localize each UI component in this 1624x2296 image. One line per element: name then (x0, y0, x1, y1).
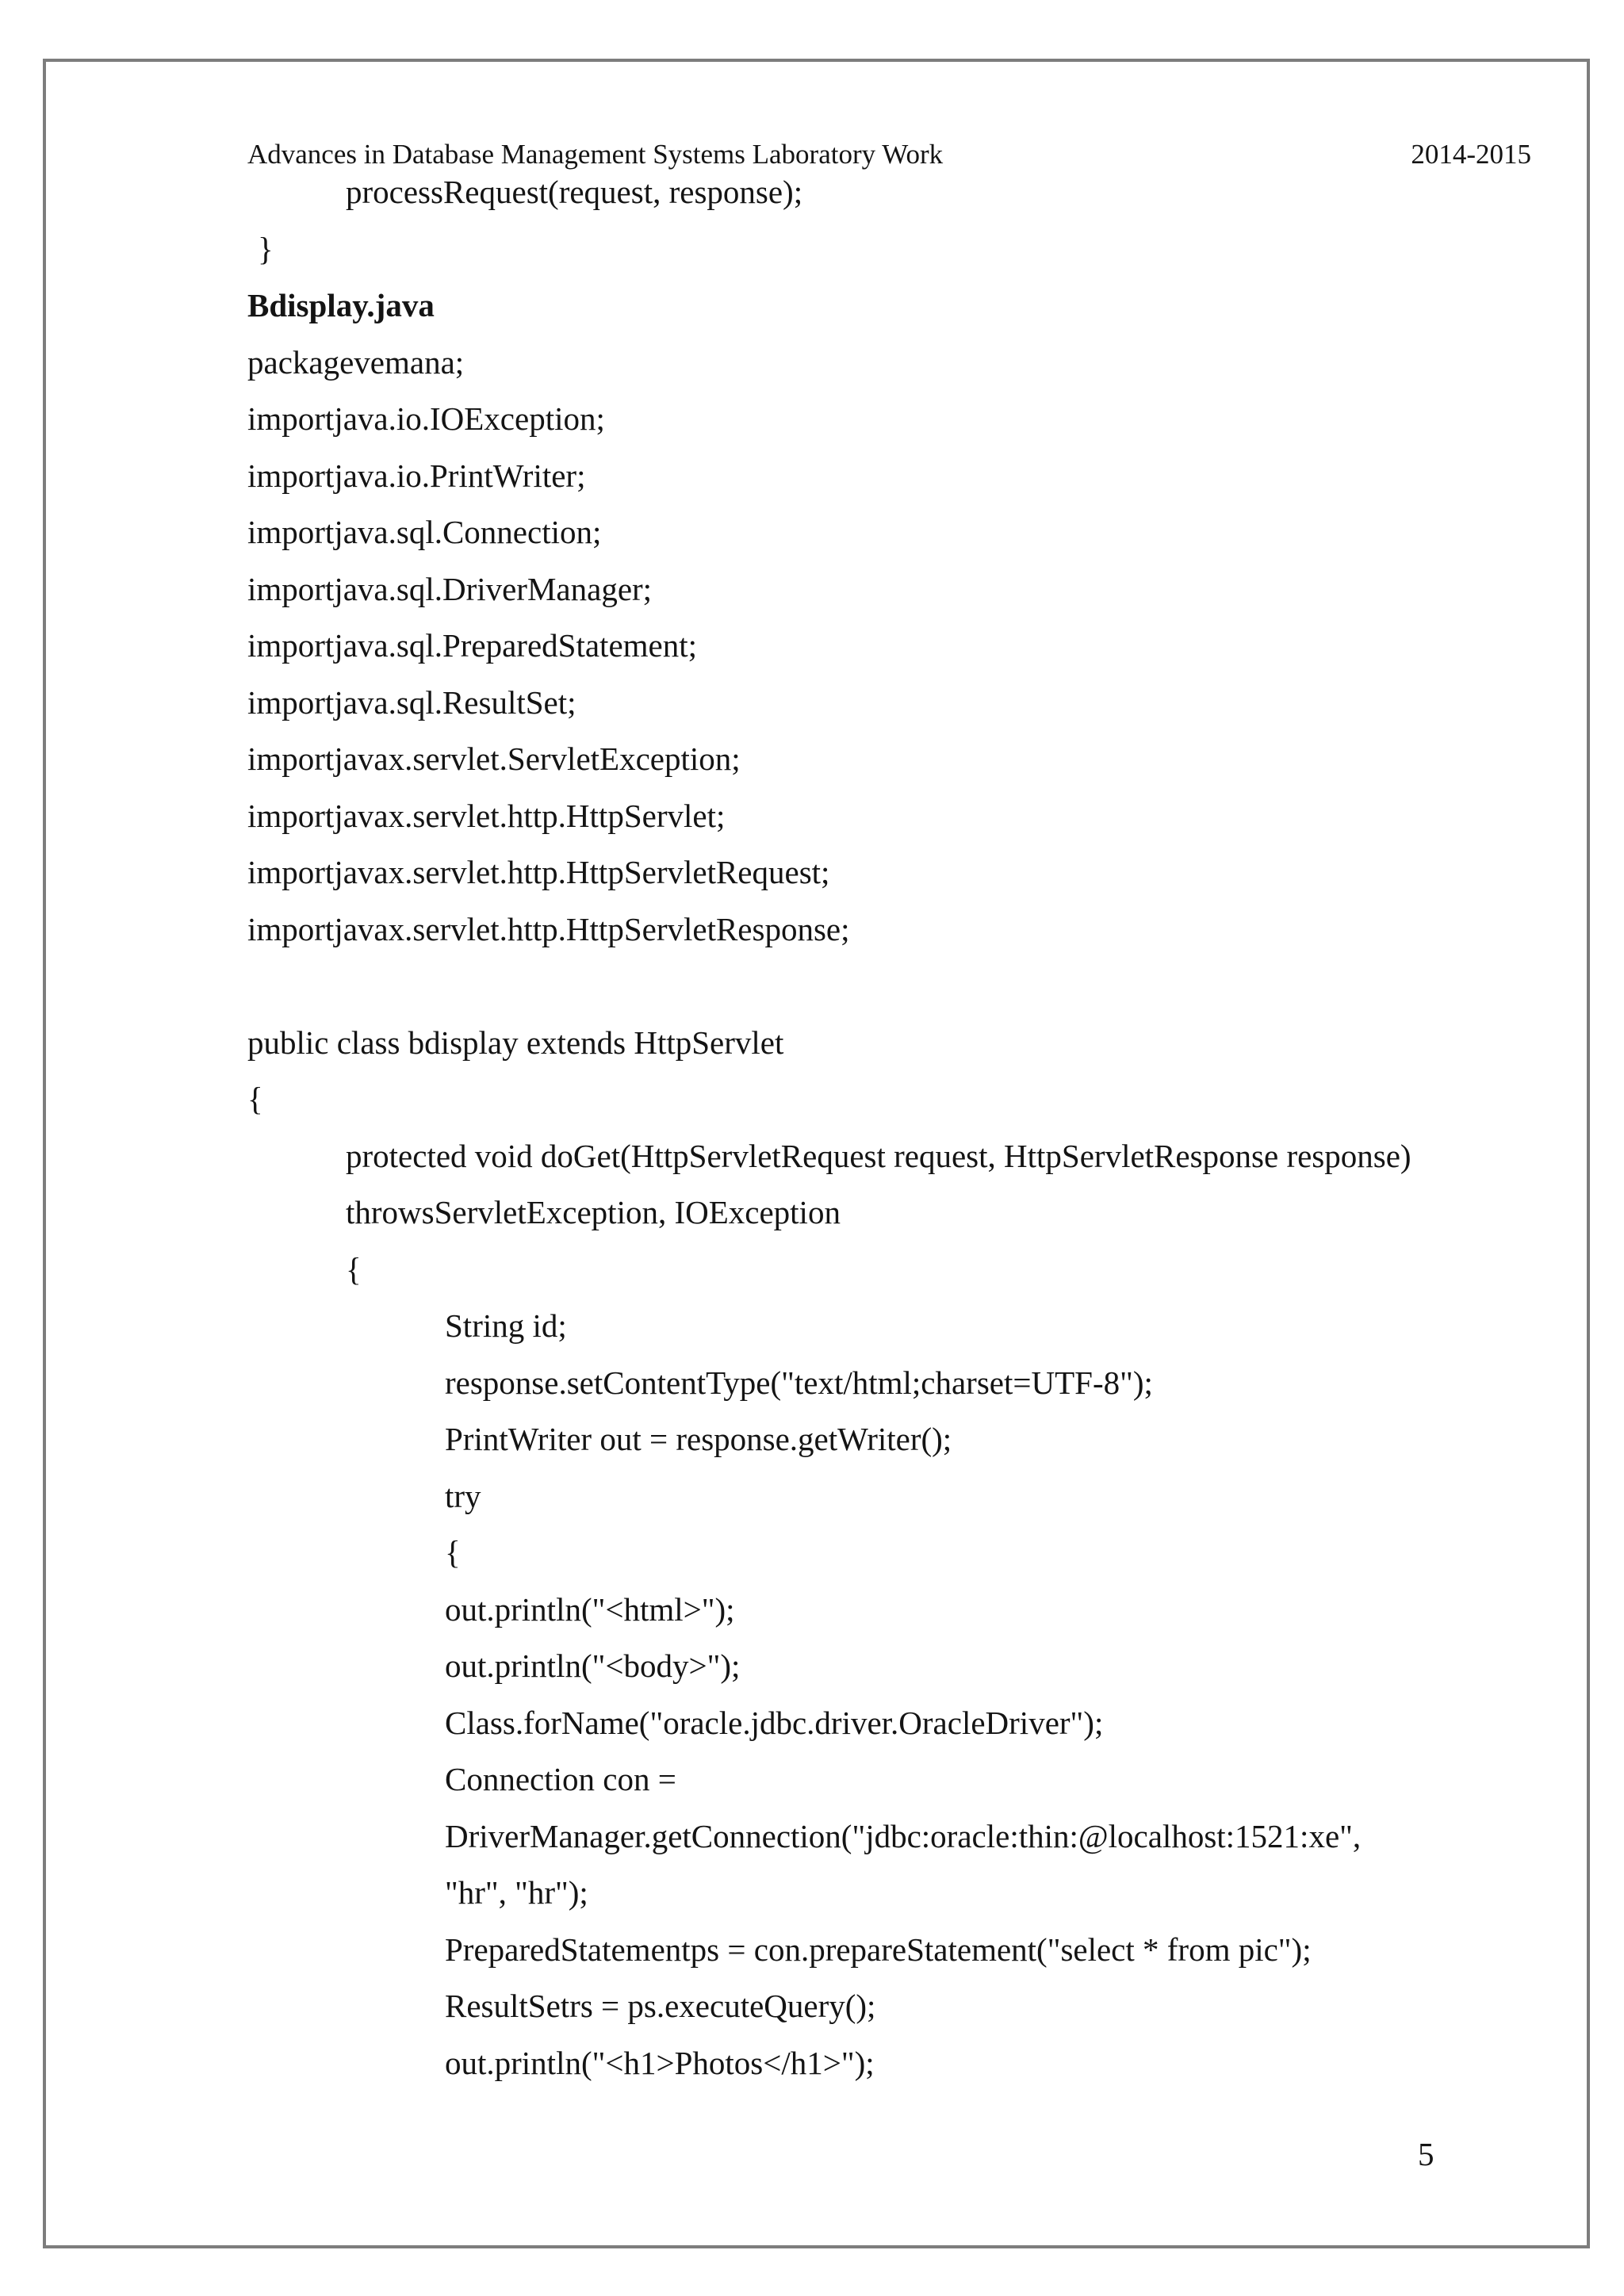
code-line: response.setContentType("text/html;charset=UTF-8"); (445, 1364, 1153, 1401)
code-line: importjava.io.IOException; (247, 400, 605, 437)
code-line: ResultSetrs = ps.executeQuery(); (445, 1988, 876, 2024)
code-line: public class bdisplay extends HttpServlet (247, 1024, 784, 1061)
code-line: packagevemana; (247, 343, 465, 381)
code-line: importjava.sql.Connection; (247, 514, 602, 550)
blank-line (0, 958, 1624, 1015)
code-line: importjava.sql.DriverManager; (247, 570, 653, 607)
code-line: out.println("<body>"); (445, 1647, 741, 1684)
code-line: { (445, 1534, 461, 1571)
code-line: PreparedStatementps = con.prepareStatement("select * from pic"); (445, 1931, 1312, 1968)
code-line: } (258, 230, 274, 267)
code-line: Connection con = (445, 1761, 676, 1797)
code-line: Class.forName("oracle.jdbc.driver.OracleDriver"); (445, 1704, 1104, 1741)
code-line: processRequest(request, response); (346, 174, 803, 210)
code-line: "hr", "hr"); (445, 1874, 588, 1911)
running-header-title: Advances in Database Management Systems Laboratory Work (247, 139, 944, 170)
code-line: protected void doGet(HttpServletRequest request, HttpServletResponse response) (346, 1137, 1411, 1174)
code-line: String id; (445, 1307, 567, 1344)
code-line: throwsServletException, IOException (346, 1194, 841, 1230)
code-line: importjava.io.PrintWriter; (247, 457, 586, 494)
code-line: out.println("<html>"); (445, 1590, 735, 1628)
code-line: { (247, 1081, 263, 1117)
code-line: out.println("<h1>Photos</h1>"); (445, 2044, 875, 2081)
code-line: importjava.sql.ResultSet; (247, 683, 576, 721)
code-line: PrintWriter out = response.getWriter(); (445, 1421, 952, 1457)
code-line: importjavax.servlet.ServletException; (247, 740, 741, 777)
code-line: importjavax.servlet.http.HttpServletRequest; (247, 854, 830, 890)
running-header-year: 2014-2015 (1411, 139, 1531, 170)
code-listing (0, 164, 1624, 2091)
code-line: importjava.sql.PreparedStatement; (247, 627, 698, 664)
file-heading: Bdisplay.java (247, 287, 435, 323)
code-line: { (346, 1250, 362, 1288)
code-line: try (445, 1477, 481, 1514)
code-line: importjavax.servlet.http.HttpServletResponse; (247, 910, 850, 947)
code-line: DriverManager.getConnection("jdbc:oracle:thin:@localhost:1521:xe", (445, 1817, 1362, 1854)
code-line: importjavax.servlet.http.HttpServlet; (247, 797, 726, 834)
page-number: 5 (1418, 2136, 1434, 2172)
